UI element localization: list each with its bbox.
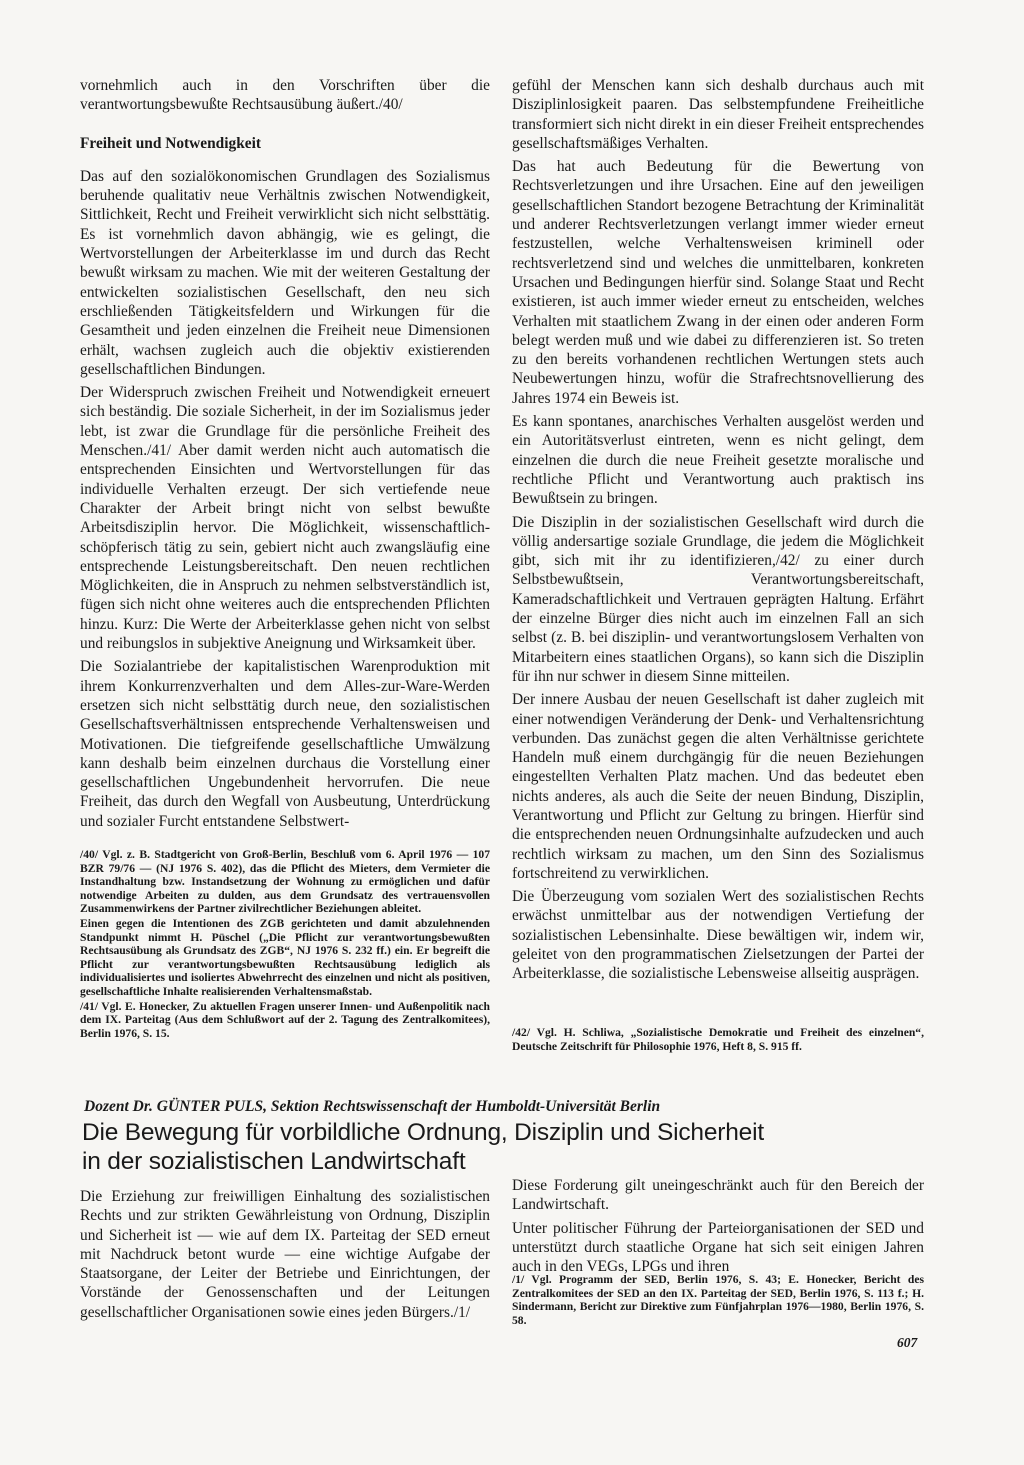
paragraph: Das auf den sozialökonomischen Grundlagen des Sozialismus beruhende qualitativ neue Verhältnis zwischen Notwendigkeit, Sittlichkeit, Recht und Freiheit verwirklicht sich nicht selbsttätig. Es ist vornehmlich davon abhängig, wie es gelingt, die Wertvorstellungen der Arbeiterklasse im und durch das Recht bewußt wirksam zu machen. Wie mit der weiteren Gestaltung der entwickelten sozialistischen Gesellschaft, den neu sich erschließenden Tätigkeitsfeldern und Wirkungen für die Gesamtheit und jeden einzelnen die Freiheit neue Dimensionen erhält, wachsen zugleich auch die objektiv existierenden gesellschaftlichen Bindungen. — [80, 167, 490, 378]
paragraph: Der Widerspruch zwischen Freiheit und Notwendigkeit erneuert sich beständig. Die soziale Sicherheit, in der im Sozialismus jeder lebt, ist zwar die Grundlage für die persönliche Freiheit des Menschen./41/ Aber damit werden nicht auch automatisch die entsprechenden Einsichten und Wertvorstellungen für das individuelle Verhalten erzeugt. Der sich vertiefende neue Charakter der Arbeit bringt nicht von selbst bewußte Arbeitsdisziplin hervor. Die Möglichkeit, wissenschaftlich-schöpferisch tätig zu sein, gebiert nicht auch zwangsläufig eine entsprechende Leistungsbereitschaft. Den neuen rechtlichen Möglichkeiten, die in Anspruch zu nehmen selbstverständlich ist, fügen sich nicht ohne weiteres auch die entsprechenden Pflichten hinzu. Kurz: Die Werte der Arbeiterklasse gehen nicht von selbst und reibungslos in subjektive Aneignung und Wirksamkeit über. — [80, 384, 490, 653]
paragraph: Unter politischer Führung der Parteiorganisationen der SED und unterstützt durch staatliche Organe hat sich seit einigen Jahren auch in den VEGs, LPGs und ihren — [512, 1219, 924, 1276]
paragraph: Die Disziplin in der sozialistischen Gesellschaft wird durch die völlig andersartige soziale Grundlage, die jedem die Möglichkeit gibt, sich mit ihr zu identifizieren,/42/ zu einer durch Selbstbewußtsein, Verantwortungsbereitschaft, Kameradschaftlichkeit und Vertrauen geprägten Haltung. Erfährt der einzelne Bürger dies nicht auch im einzelnen Fall an sich selbst (z. B. bei disziplin- und verantwortungslosem Verhalten von Mitarbeitern eines staatlichen Organs), so kann sich die Disziplin für ihn nur schwer in diesem Sinne mitteilen. — [512, 513, 924, 685]
paragraph: Der innere Ausbau der neuen Gesellschaft ist daher zugleich mit einer notwendigen Veränderung der Denk- und Verhaltensrichtung verbunden. Das zunächst gegen die alten Verhältnisse gerichtete Handeln muß einem durchgängig für die neuen Beziehungen eingestellten Verhalten Platz machen. Und das bedeutet eben nichts anderes, als auch die Seite der neuen Bindung, Disziplin, Verantwortung und Pflicht zur Geltung zu bringen. Hierfür sind die entsprechenden neuen Ordnungsinhalte aufzudecken und auch rechtlich wirksam zu machen, um den Sinn des Sozialismus fortschreitend zu verwirklichen. — [512, 691, 924, 882]
footnote: /41/ Vgl. E. Honecker, Zu aktuellen Fragen unserer Innen- und Außenpolitik nach dem IX. Parteitag (Aus dem Schlußwort auf der 2. Tagung des Zentralkomitees), Berlin 1976, S. 15. — [80, 999, 490, 1040]
paragraph: Das hat auch Bedeutung für die Bewertung von Rechtsverletzungen und ihre Ursachen. Eine auf den jeweiligen gesellschaftlichen Standort bezogene Betrachtung der Kriminalität und anderer Rechtsverletzungen verlangt immer wieder erneut festzustellen, welche Verhaltensweisen kriminell oder rechtsverletzend sind und welches die unmittelbaren, konkreten Ursachen und Bedingungen hierfür sind. Solange Staat und Recht existieren, ist auch immer wieder erneut zu entscheiden, welches Verhalten mit staatlichem Zwang in der einen oder anderen Form belegt werden muß und wie dabei zu differenzieren ist. So treten zu den bereits vorhandenen rechtlichen Wertungen stets auch Neubewertungen hinzu, wofür die Strafrechtsnovellierung des Jahres 1974 ein Beweis ist. — [512, 158, 924, 407]
paragraph: Die Überzeugung vom sozialen Wert des sozialistischen Rechts erwächst unmittelbar aus der notwendigen Vertiefung der sozialistischen Lebensinhalte. Diese bewältigen wir, indem wir, geleitet von den programmatischen Zielsetzungen der Partei der Arbeiterklasse, die sozialistische Lebensweise allseitig ausprägen. — [512, 888, 924, 983]
paragraph: Diese Forderung gilt uneingeschränkt auch für den Bereich der Landwirtschaft. — [512, 1177, 924, 1214]
footnotes-left — [80, 848, 490, 1041]
footnote: /42/ Vgl. H. Schliwa, „Sozialistische Demokratie und Freiheit des einzelnen“, Deutsche Zeitschrift für Philosophie 1976, Heft 8, S. 915 ff. — [512, 1026, 924, 1053]
author-byline: Dozent Dr. GÜNTER PULS, Sektion Rechtswissenschaft der Humboldt-Universität Berlin — [84, 1098, 661, 1115]
section-heading: Freiheit und Notwendigkeit — [80, 134, 261, 152]
left-column-top — [80, 76, 490, 835]
footnote: /40/ Vgl. z. B. Stadtgericht von Groß-Berlin, Beschluß vom 6. April 1976 — 107 BZR 79/76 — (NJ 1976 S. 402), das die Pflicht des Mieters, dem Vermieter die Instandhaltung bzw. Instandsetzung der Wohnung zu ermöglichen und dafür notwendige Arbeiten zu dulden, aus dem Grundsatz des vertrauensvollen Zusammenwirkens der Partner zivilrechtlicher Beziehungen ableitet. — [80, 848, 490, 916]
footnotes-right — [512, 1026, 924, 1054]
page-number: 607 — [897, 1335, 918, 1350]
right-column-top — [512, 76, 924, 988]
left-column-bottom — [80, 1187, 490, 1326]
footnotes-bottom — [512, 1273, 924, 1328]
right-column-bottom — [512, 1176, 924, 1280]
article-title-line: Die Bewegung für vorbildliche Ordnung, Disziplin und Sicherheit — [82, 1119, 764, 1146]
paragraph: Es kann spontanes, anarchisches Verhalten ausgelöst werden und ein Autoritätsverlust eintreten, wenn es nicht gelingt, dem einzelnen die durch die neue Freiheit gesetzte moralische und rechtliche Pflicht und Verantwortung auch praktisch ins Bewußtsein zu bringen. — [512, 413, 924, 508]
article-title-line: in der sozialistischen Landwirtschaft — [82, 1148, 466, 1175]
paragraph: Die Sozialantriebe der kapitalistischen Warenproduktion mit ihrem Konkurrenzverhalten und dem Alles-zur-Ware-Werden ersetzen sich nicht selbsttätig durch neue, den sozialistischen Gesellschaftsverhältnissen entsprechende Verhaltensweisen und Motivationen. Die tiefgreifende gesellschaftliche Umwälzung kann deshalb beim einzelnen durchaus die Vorstellung einer gesellschaftlichen Ungebundenheit hervorrufen. Die neue Freiheit, das durch den Wegfall von Ausbeutung, Unterdrückung und sozialer Furcht entstandene Selbstwert- — [80, 658, 490, 830]
footnote: Einen gegen die Intentionen des ZGB gerichteten und damit abzulehnenden Standpunkt nimmt H. Püschel („Die Pflicht zur verantwortungsbewußten Rechtsausübung als Grundsatz des ZGB“, NJ 1976 S. 232 ff.) ein. Er begreift die Pflicht zur verantwortungsbewußten Rechtsausübung lediglich als individualisiertes und isoliertes Abwehrrecht des einzelnen und nicht als positiven, gesellschaftliche Inhalte realisierenden Verhaltensmaßstab. — [80, 916, 490, 998]
paragraph: gefühl der Menschen kann sich deshalb durchaus auch mit Disziplinlosigkeit paaren. Das selbstempfundene Freiheitliche transformiert sich nicht direkt in ein dieser Freiheit entsprechendes gesellschaftsmäßiges Verhalten. — [512, 77, 924, 152]
footnote: /1/ Vgl. Programm der SED, Berlin 1976, S. 43; E. Honecker, Bericht des Zentralkomitees der SED an den IX. Parteitag der SED, Berlin 1976, S. 113 f.; H. Sindermann, Bericht zur Direktive zum Fünfjahrplan 1976—1980, Berlin 1976, S. 58. — [512, 1273, 924, 1327]
paragraph: Die Erziehung zur freiwilligen Einhaltung des sozialistischen Rechts und zur strikten Gewährleistung von Ordnung, Disziplin und Sicherheit ist — wie auf dem IX. Parteitag der SED erneut mit Nachdruck betont wurde — eine wichtige Aufgabe der Staatsorgane, der Leiter der Betriebe und Einrichtungen, der Vorstände der Genossenschaften und der Leitungen gesellschaftlicher Organisationen sowie eines jeden Bürgers./1/ — [80, 1188, 490, 1321]
article-title — [82, 1118, 922, 1176]
paragraph: vornehmlich auch in den Vorschriften über die verantwortungsbewußte Rechtsausübung äußert./40/ — [80, 77, 490, 114]
